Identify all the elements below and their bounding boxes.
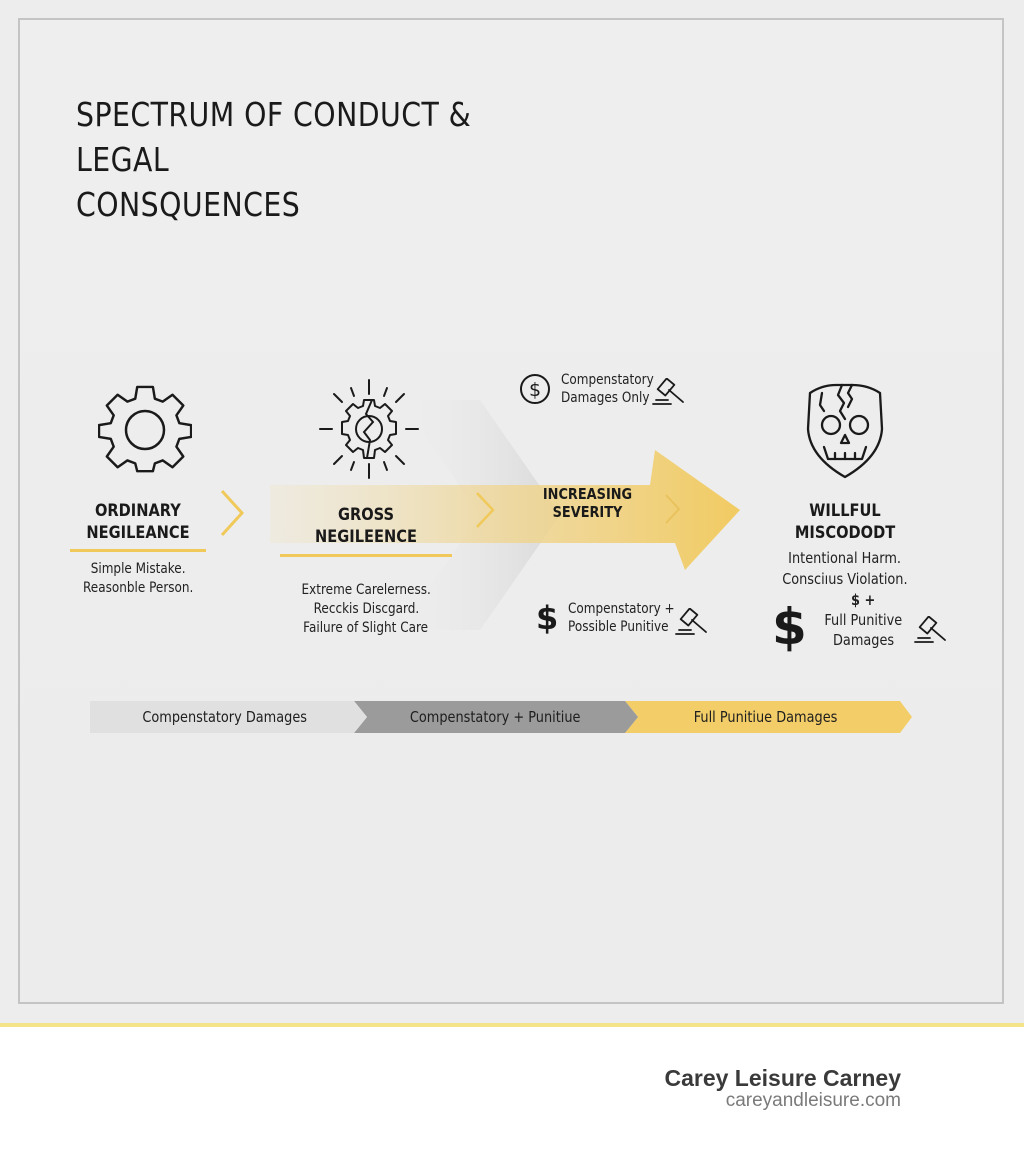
title-line-2: CONSQUENCES [76, 185, 301, 224]
damage-note-full-punitive [772, 584, 949, 656]
stage-ordinary-negligence [70, 500, 206, 598]
svg-text:$: $ [528, 379, 542, 401]
note-line: Possible Punitive [568, 619, 669, 635]
cracked-skull-shield-icon [802, 383, 888, 479]
footer-divider [0, 1023, 1024, 1027]
chevron-right-icon [218, 488, 248, 538]
note-line: Damages Only [561, 390, 650, 406]
note-line: Compenstatory + [568, 601, 675, 617]
page-title [76, 92, 523, 227]
damage-note-compensatory-only [519, 370, 687, 408]
dollar-icon: $ [772, 598, 807, 656]
stage-name-line-1: WILLFUL MISCODODT [794, 501, 896, 543]
stage-underline [280, 554, 452, 557]
stage-desc-line: Simple Mistake. [90, 561, 186, 577]
note-line: Damages [832, 631, 894, 649]
stage-gross-negligence [280, 504, 452, 638]
bar-segment-compensatory: Compenstatory Damages [142, 708, 308, 726]
stage-desc-line: Extreme Carelerness. [301, 582, 431, 598]
cracked-gear-icon [318, 378, 420, 480]
stage-underline [70, 549, 206, 552]
damage-note-possible-punitive [536, 598, 710, 638]
gavel-icon [913, 616, 949, 646]
note-line: Full Punitive [824, 611, 903, 629]
gear-icon [98, 383, 192, 475]
stage-name-line-2: NEGILEANCE [86, 523, 190, 543]
stage-desc-line: Consciıus Violation. [782, 570, 908, 588]
title-line-1: SPECTRUM OF CONDUCT & LEGAL [76, 95, 472, 179]
dollar-circle-icon [519, 373, 551, 405]
stage-desc-line: Intentional Harm. [788, 549, 902, 567]
gavel-icon [651, 378, 687, 408]
stage-desc-line: Reasonble Person. [82, 580, 194, 596]
bar-segment-full-punitive: Full Punitiue Damages [694, 708, 838, 726]
note-line: $ + [851, 591, 876, 609]
stage-desc-line: Recckis Discgard. [313, 601, 419, 617]
note-line: Compenstatory [561, 372, 654, 388]
increasing-severity-label: INCREASING SEVERITY [542, 485, 633, 521]
stage-name-line-1: GROSS NEGILEENCE [315, 505, 417, 547]
dollar-icon: $ [536, 599, 559, 637]
stage-desc-line: Failure of Slight Care [303, 620, 429, 636]
footer-brand: Carey Leisure Carney [664, 1065, 901, 1091]
bar-segment-compensatory-punitive: Compenstatory + Punitiue [409, 708, 581, 726]
footer-url[interactable]: careyandleisure.com [725, 1090, 901, 1111]
stage-name-line-1: ORDINARY [95, 501, 181, 521]
chevron-right-icon [474, 490, 498, 530]
gavel-icon [674, 608, 710, 638]
stage-willful-misconduct [755, 500, 935, 590]
